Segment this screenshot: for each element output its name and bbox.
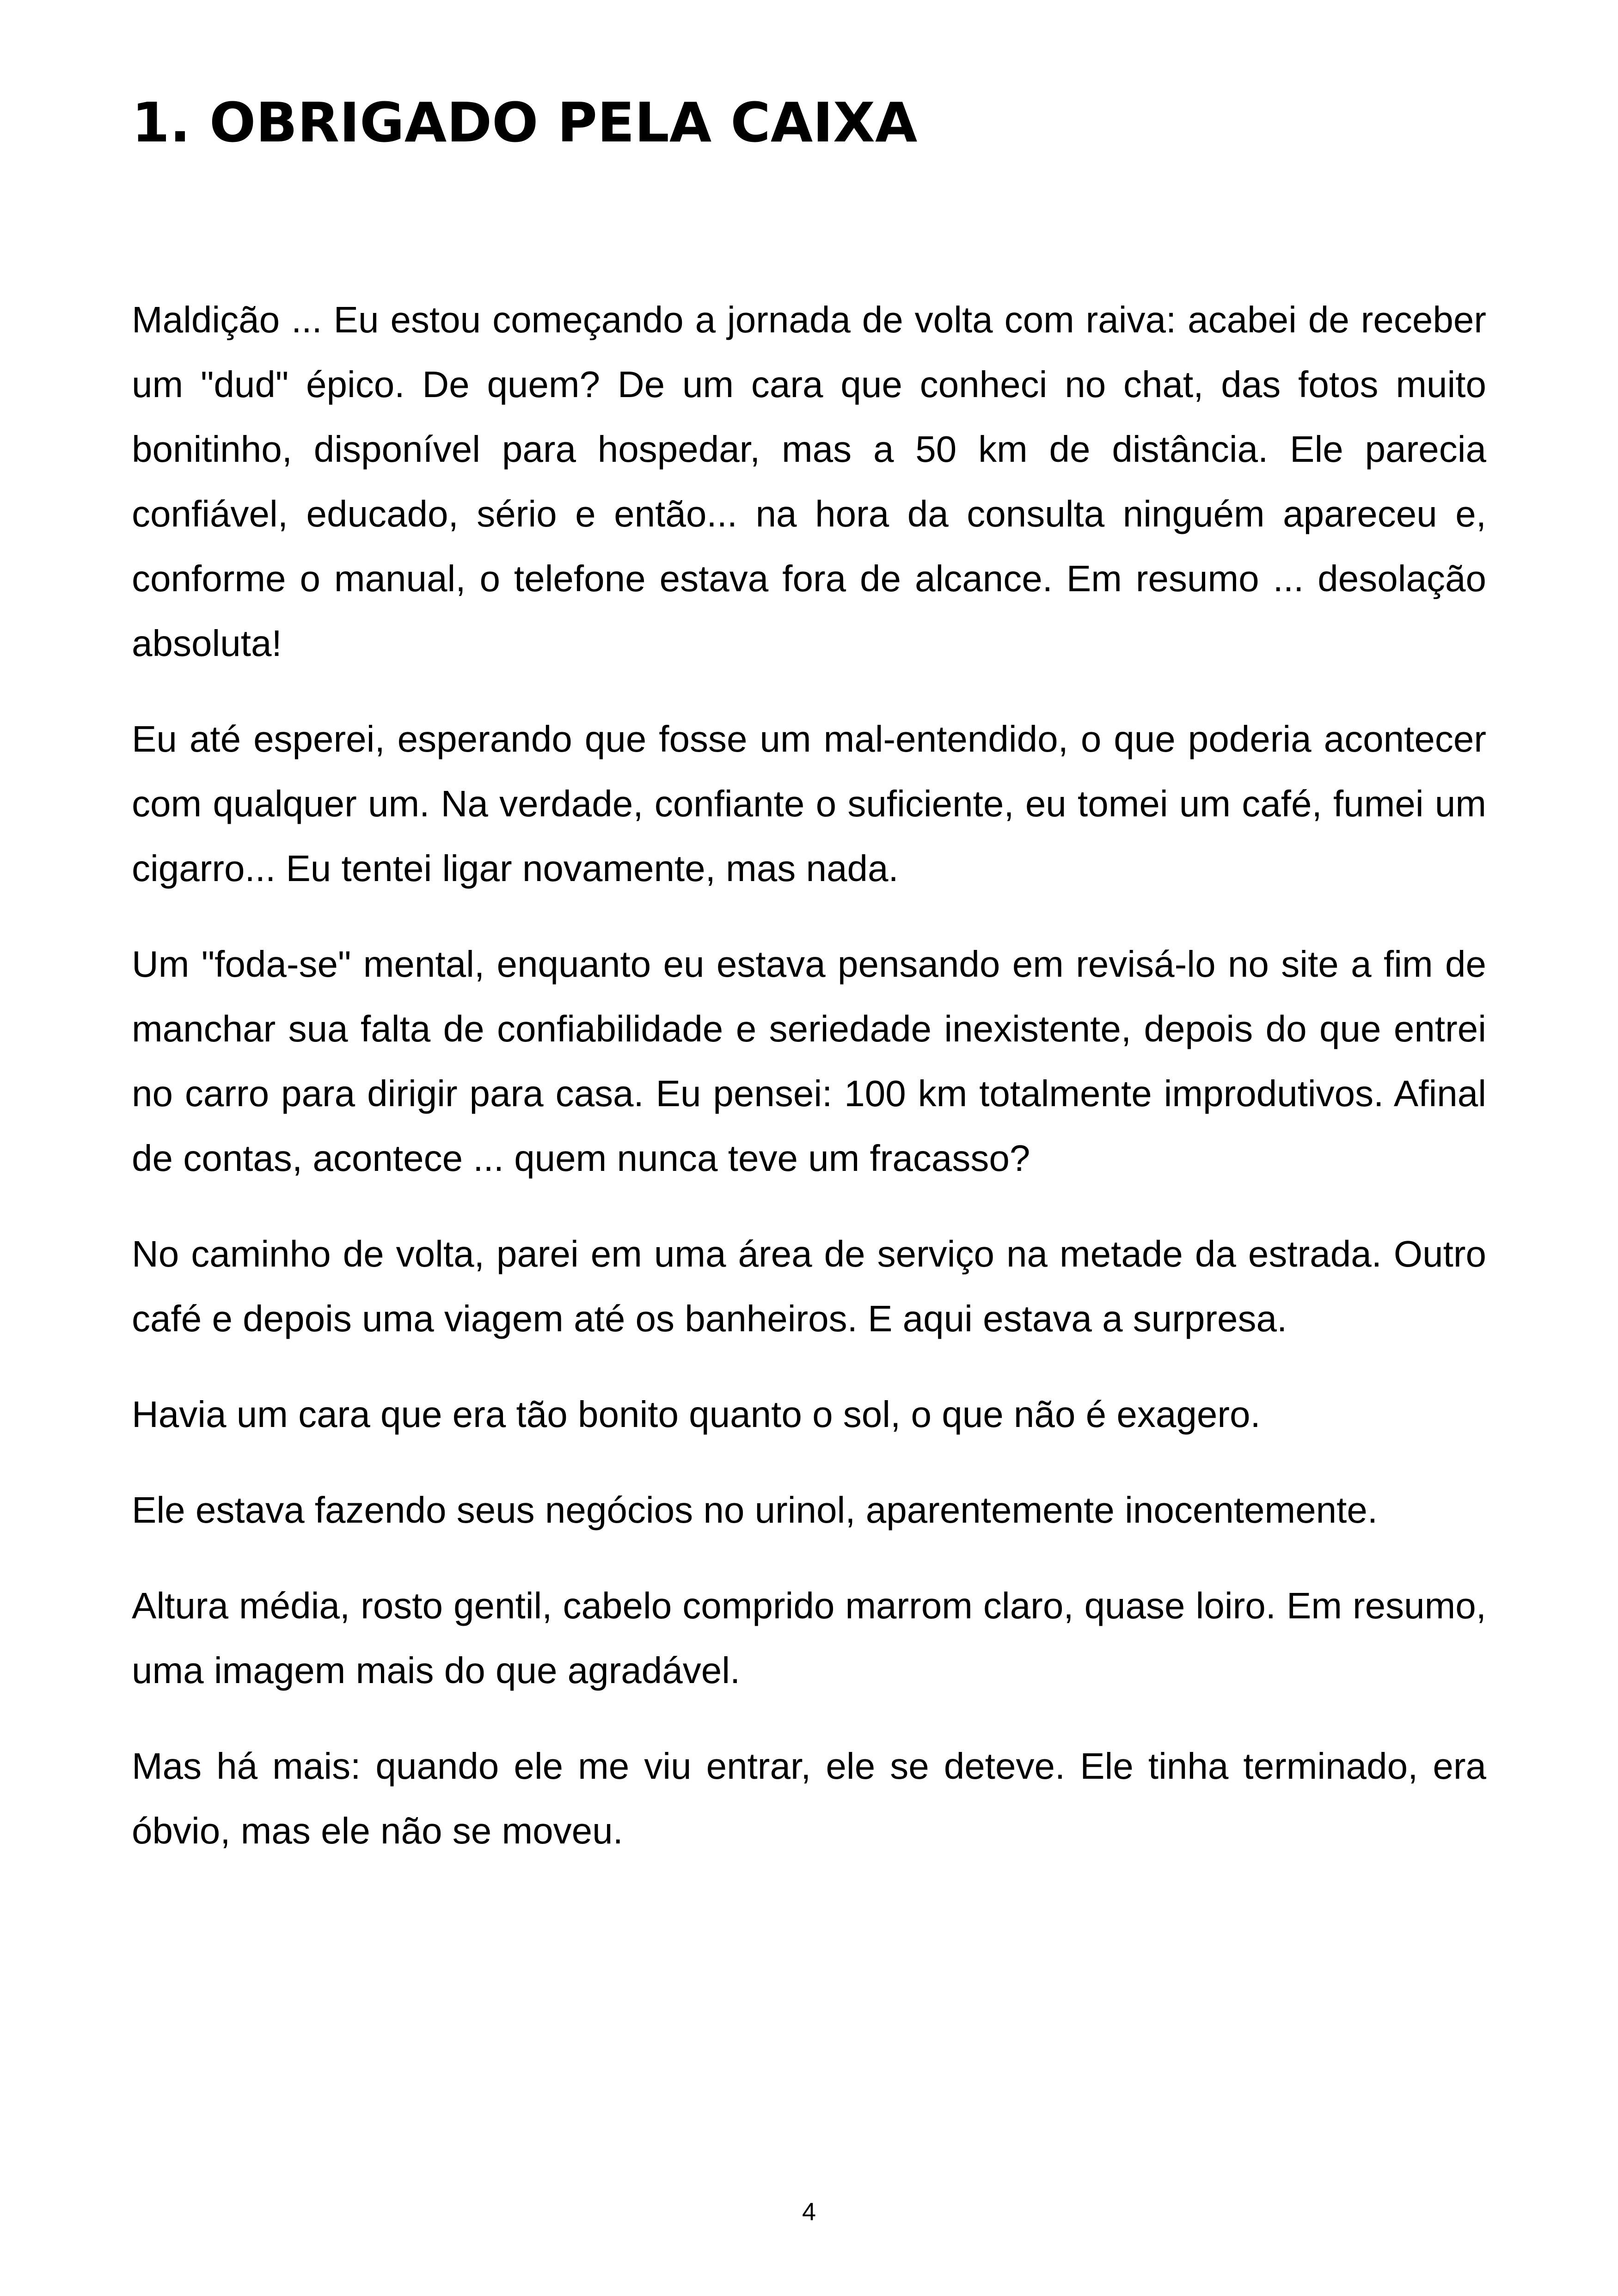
chapter-body [132, 288, 1486, 1894]
chapter-title: 1. OBRIGADO PELA CAIXA [132, 91, 918, 154]
paragraph: Um "foda-se" mental, enquanto eu estava pensando em revisá-lo no site a fim de manchar sua falta de confiabilidade e seriedade inexistente, depois do que entrei no carro para dirigir para casa. Eu pensei: 100 km totalmente improdutivos. Afinal de contas, acontece ... quem nunca teve um fracasso? [132, 943, 1486, 1179]
page-number: 4 [802, 2198, 816, 2226]
paragraph: Altura média, rosto gentil, cabelo comprido marrom claro, quase loiro. Em resumo, uma imagem mais do que agradável. [132, 1585, 1486, 1691]
paragraph: Mas há mais: quando ele me viu entrar, ele se deteve. Ele tinha terminado, era óbvio, mas ele não se moveu. [132, 1745, 1486, 1851]
paragraph: No caminho de volta, parei em uma área de serviço na metade da estrada. Outro café e depois uma viagem até os banheiros. E aqui estava a surpresa. [132, 1233, 1486, 1339]
paragraph: Maldição ... Eu estou começando a jornada de volta com raiva: acabei de receber um "dud" épico. De quem? De um cara que conheci no chat, das fotos muito bonitinho, disponível para hospedar, mas a 50 km de distância. Ele parecia confiável, educado, sério e então... na hora da consulta ninguém apareceu e, conforme o manual, o telefone estava fora de alcance. Em resumo ... desolação absoluta! [132, 299, 1486, 664]
paragraph: Eu até esperei, esperando que fosse um mal-entendido, o que poderia acontecer com qualquer um. Na verdade, confiante o suficiente, eu tomei um café, fumei um cigarro... Eu tentei ligar novamente, mas nada. [132, 718, 1486, 889]
paragraph: Ele estava fazendo seus negócios no urinol, aparentemente inocentemente. [132, 1489, 1378, 1531]
paragraph: Havia um cara que era tão bonito quanto o sol, o que não é exagero. [132, 1394, 1261, 1435]
